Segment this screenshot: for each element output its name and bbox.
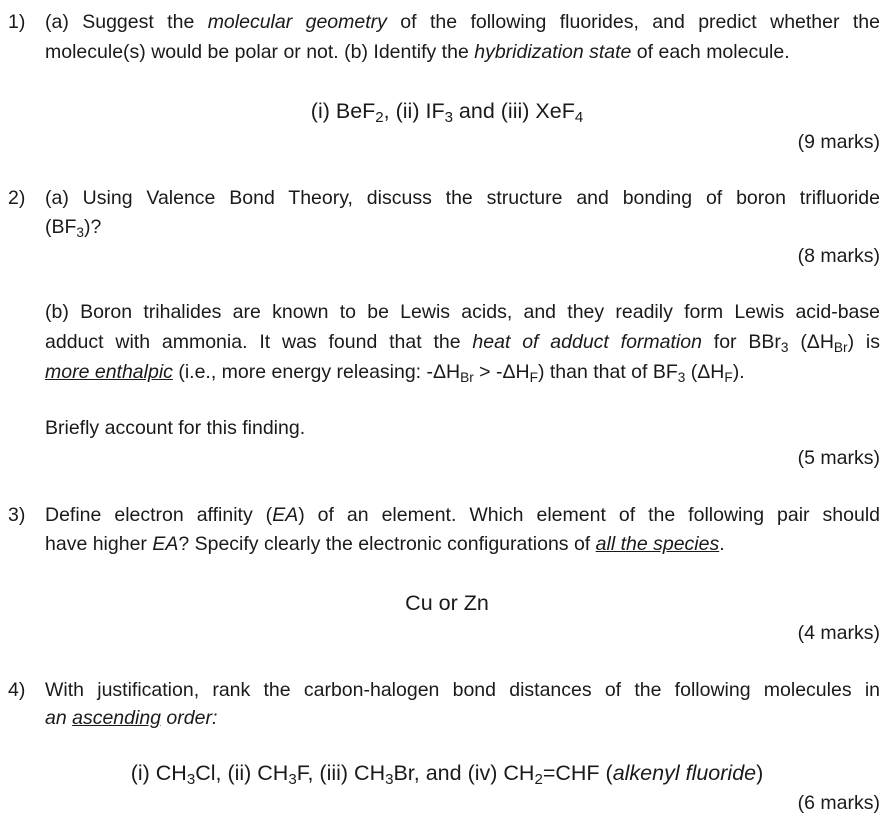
q2-number: 2): [8, 187, 26, 209]
q3-marks: (4 marks): [797, 622, 880, 644]
q4-line-1: With justification, rank the carbon-halogen bond distances of the following molecules in: [45, 679, 880, 701]
q1-number: 1): [8, 11, 26, 33]
q3-number: 3): [8, 504, 26, 526]
q2b-line-1: (b) Boron trihalides are known to be Lewis acids, and they readily form Lewis acid-base: [45, 301, 880, 323]
q2-line-1: (a) Using Valence Bond Theory, discuss the structure and bonding of boron trifluoride: [45, 187, 880, 209]
q1-line-1: (a) Suggest the molecular geometry of the following fluorides, and predict whether the: [45, 11, 880, 33]
q1-marks: (9 marks): [797, 131, 880, 153]
q1-line-2: molecule(s) would be polar or not. (b) Identify the hybridization state of each molecule.: [45, 41, 790, 63]
q4-molecules: (i) $CH_3Cl$, (ii) $CH_3F$, (iii) $CH_3Br$, and (iv) $CH_2=CHF$ (alkenyl fluoride): [130, 761, 764, 789]
q2b-line-2: adduct with ammonia. It was found that the heat of adduct formation for BBr$_3$ $(\Delta H_{Br})$ is: [45, 331, 880, 355]
q4-marks: (6 marks): [797, 792, 880, 814]
q3-line-1: Define electron affinity (EA) of an element. Which element of the following pair should: [45, 504, 880, 526]
q2b-marks: (5 marks): [797, 447, 880, 469]
q2-line-2: $(BF_3)$?: [45, 216, 102, 240]
q2a-marks: (8 marks): [797, 245, 880, 267]
q1-molecules: (i) BeF$_2$, (ii) $IF_3$ and (iii) XeF$_4$: [310, 99, 584, 127]
q4-line-2: an ascending order:: [45, 707, 218, 729]
q3-pair: Cu or Zn: [405, 591, 489, 615]
q2b-line-4: Briefly account for this finding.: [45, 417, 306, 439]
q3-line-2: have higher EA? Specify clearly the electronic configurations of all the species.: [45, 533, 725, 555]
q2b-line-3: more enthalpic (i.e., more energy releasing: $-\Delta H_{Br} > -\Delta H_F$) than that of $BF_3$ $(\Delta H_F)$.: [45, 361, 745, 385]
q4-number: 4): [8, 679, 26, 701]
